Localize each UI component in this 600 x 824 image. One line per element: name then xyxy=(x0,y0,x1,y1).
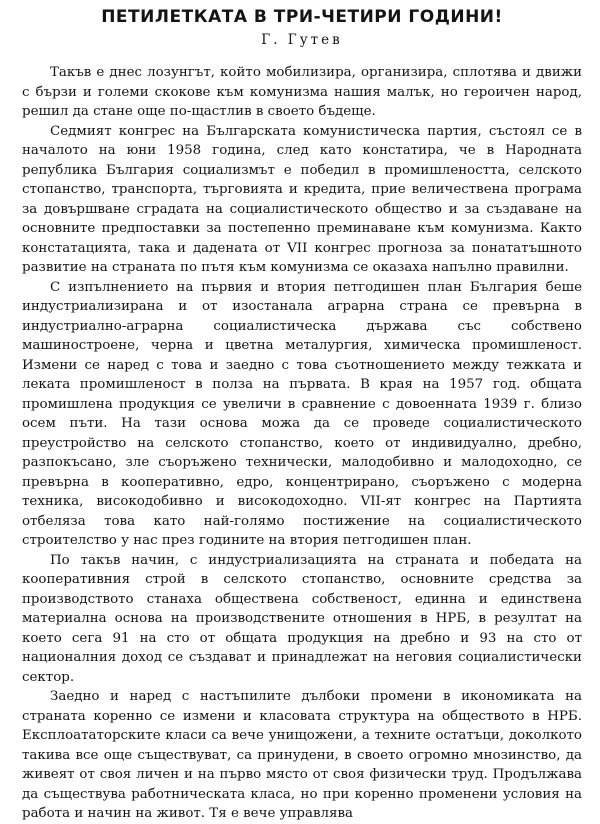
article-title: ПЕТИЛЕТКАТА В ТРИ-ЧЕТИРИ ГОДИНИ! xyxy=(101,7,503,27)
paragraph-2: Седмият конгрес на Българската комунистическа партия, състоял се в началото на юни 1958 година, след като констатира, че в Народната република България социализмът е победил в промишлеността, селското стопанство, транспорта, търговията и кредита, прие величествена програма за довършване сградата на социалистическото общество и за създаване на основните предпоставки за постепенно преминаване към комунизма. Както констатацията, така и дадената от VII конгрес прогноза за понататъшното развитие на страната по пътя към комунизма се оказаха напълно правилни. xyxy=(22,123,582,275)
paragraph-5: Заедно и наред с настъпилите дълбоки промени в икономиката на страната коренно се измени и класовата структура на обществото в НРБ. Експлоататорските класи са вече унищожени, а техните остатъци, доколкото такива все още съществуват, са принудени, в своето огромно мнозинство, да живеят от своя личен и на първо място от своя физически труд. Продължава да съществува работническата класа, но при коренно променени условия на работа и начин на живот. Тя е вече управлява xyxy=(22,689,582,821)
article-body xyxy=(22,63,582,824)
article-author: Г. Гутев xyxy=(261,32,343,48)
paragraph-3: С изпълнението на първия и втория петгодишен план България беше индустриализирана и от изостанала аграрна страна се превърна в индустриално-аграрна социалистическа държава със собствено машиностроене, черна и цветна металургия, химическа промишленост. Измени се наред с това и заедно с това съотношението между тежката и леката промишленост в полза на първата. В края на 1957 год. общата промишлена продукция се увеличи в сравнение с довоенната 1939 г. близо осем пъти. На тази основа можа да се проведе социалистическото преустройство на селското стопанство, което от индивидуално, дребно, разпокъсано, зле съоръжено технически, малодобивно и малодоходно, се превърна в кооперативно, едро, концентрирано, съоръжено с модерна техника, високодобивно и високодоходно. VII-ят конгрес на Партията отбеляза това като най-голямо постижение на социалистическото строителство у нас през годините на втория петгодишен план. xyxy=(22,279,582,548)
paragraph-4: По такъв начин, с индустриализацията на страната и победата на кооперативния строй в селското стопанство, основните средства за производството станаха обществена собственост, единна и единствена материална основа на производствените отношения в НРБ, в резултат на което сега 91 на сто от общата продукция на дребно и 93 на сто от националния доход се създават и принадлежат на неговия социалистически сектор. xyxy=(22,552,582,685)
paragraph-1: Такъв е днес лозунгът, който мобилизира, организира, сплотява и движи с бързи и големи скокове към комунизма нашия малък, но героичен народ, решил да стане още по-щастлив в своето бъдеще. xyxy=(22,65,582,119)
